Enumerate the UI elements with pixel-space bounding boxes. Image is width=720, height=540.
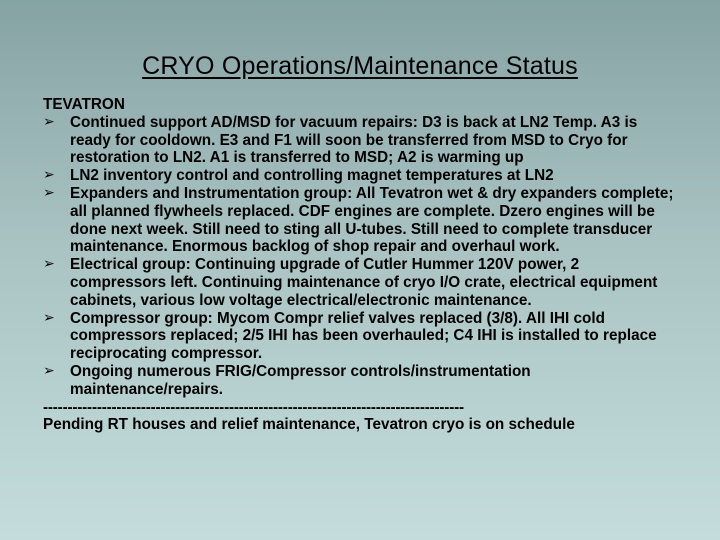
slide-body	[43, 96, 677, 434]
arrow-bullet-icon: ➢	[43, 309, 55, 326]
arrow-bullet-icon: ➢	[43, 362, 55, 379]
arrow-bullet-icon: ➢	[43, 256, 55, 273]
bullet-text: Electrical group: Continuing upgrade of Cutler Hummer 120V power, 2 compressors left. Continuing maintenance of cryo I/O crate, electrical equipment cabinets, various low voltage electrical/electronic maintenance.	[70, 256, 658, 309]
dashed-divider: --------------------------------------------------------------------------------------	[43, 398, 464, 416]
bullet-item	[43, 256, 677, 309]
bullet-item	[43, 310, 677, 363]
bullet-item	[43, 185, 677, 256]
bullet-item	[43, 114, 677, 167]
bullet-text: Expanders and Instrumentation group: All Tevatron wet & dry expanders complete; all planned flywheels replaced. CDF engines are complete. Dzero engines will be done next week. Still need to sting all U-tubes. Still need to complete transducer maintenance. Enormous backlog of shop repair and overhaul work.	[70, 184, 674, 256]
bullet-text: LN2 inventory control and controlling magnet temperatures at LN2	[70, 167, 554, 185]
bullet-text: Ongoing numerous FRIG/Compressor controls/instrumentation maintenance/repairs.	[70, 362, 531, 398]
arrow-bullet-icon: ➢	[43, 167, 55, 184]
section-heading: TEVATRON	[43, 96, 125, 113]
arrow-bullet-icon: ➢	[43, 113, 55, 130]
bullet-list	[43, 114, 677, 399]
bullet-item	[43, 167, 677, 185]
bullet-item	[43, 363, 677, 399]
slide-title: CRYO Operations/Maintenance Status	[142, 52, 578, 80]
arrow-bullet-icon: ➢	[43, 184, 55, 201]
footer-summary: Pending RT houses and relief maintenance, Tevatron cryo is on schedule	[43, 416, 575, 434]
bullet-text: Continued support AD/MSD for vacuum repairs: D3 is back at LN2 Temp. A3 is ready for cooldown. E3 and F1 will soon be transferred from MSD to Cryo for restoration to LN2. A1 is transferred to MSD; A2 is warming up	[70, 113, 638, 167]
bullet-text: Compressor group: Mycom Compr relief valves replaced (3/8). All IHI cold compressors replaced; 2/5 IHI has been overhauled; C4 IHI is installed to replace reciprocating compressor.	[70, 309, 657, 363]
